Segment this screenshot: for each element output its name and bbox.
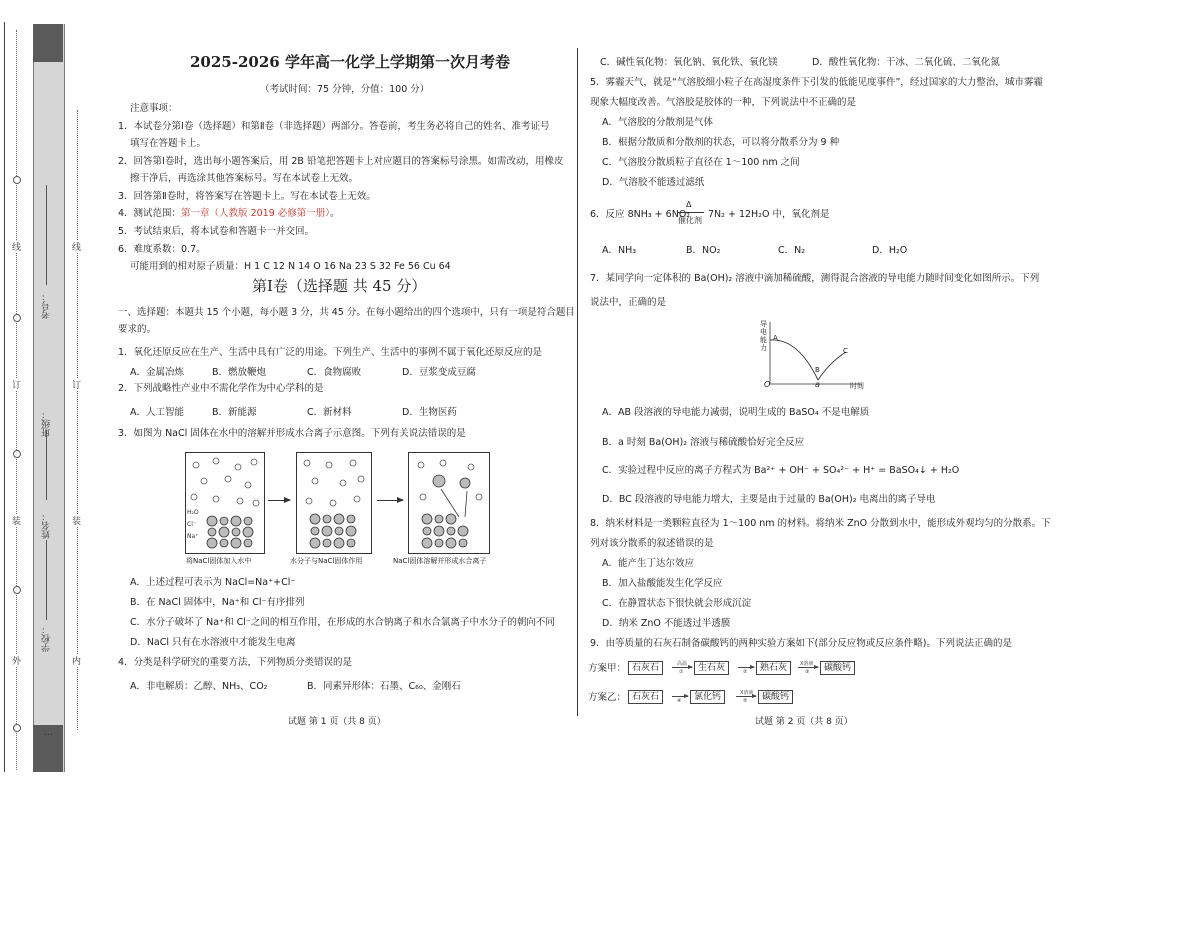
plan1-step-calcium-carbonate: 碳酸钙 [820,661,855,675]
figure-caption-2: 水分子与NaCl固体作用 [290,557,363,565]
graph-point-c: C [843,347,848,355]
page-footer-1: 试题 第 1 页（共 8 页） [288,717,386,727]
plan1-cond-x: X溶液 [800,661,814,667]
plan1-step-limestone: 石灰石 [628,661,663,675]
q3-option-b[interactable]: B．在 NaCl 固体中，Na⁺和 Cl⁻有序排列 [130,597,305,608]
strip-label-wai: 外 [12,654,21,667]
plan1-step-quicklime: 生石灰 [694,661,729,675]
q4-option-a[interactable]: A．非电解质：乙醇、NH₃、CO₂ [130,681,268,692]
q6-condition-heat: Δ [686,200,692,209]
figure-caption-3: NaCl固体溶解并形成水合离子 [393,557,487,565]
q5-option-c[interactable]: C．气溶胶分散质粒子直径在 1～100 nm 之间 [602,157,800,168]
notice-item: 6．难度系数：0.7。 [118,244,206,255]
graph-point-b: B [815,366,820,374]
q6-option-c[interactable]: C．N₂ [778,245,806,256]
school-label: 学校： [42,625,52,652]
column-divider [577,48,578,716]
plan1-arrow-1 [672,667,692,668]
cl-ion-label: Cl⁻ [187,521,197,528]
q3-option-c[interactable]: C．水分子破坏了 Na⁺和 Cl⁻之间的相互作用，在形成的水合钠离子和水合氯离子中水分子的朝向不同 [130,617,555,628]
q8-option-c[interactable]: C．在静置状态下很快就会形成沉淀 [602,598,752,609]
nacl-panel-3 [408,452,490,554]
q2-stem: 2．下列战略性产业中不需化学作为中心学科的是 [118,383,324,394]
plan1-cond-2: ② [743,669,748,675]
figure-caption-1: 将NaCl固体加入水中 [186,557,252,565]
nacl-panel-3-drawing [409,453,489,553]
plan1-arrow-3 [798,667,818,668]
exam-number-blank[interactable] [46,185,47,285]
q8-option-a[interactable]: A．能产生丁达尔效应 [602,558,694,569]
plan1-step-slakedlime: 熟石灰 [756,661,791,675]
punch-hole [13,314,21,322]
graph-x-label: 时间 [850,382,864,390]
q5-option-d[interactable]: D．气溶胶不能透过滤纸 [602,177,705,188]
plan2-arrow-1 [672,696,688,697]
plan2-step-calcium-carbonate: 碳酸钙 [758,690,793,704]
exam-title: 2025-2026 学年高一化学上学期第一次月考卷 [190,53,510,71]
strip-label-ding-inner: 订 [72,378,81,391]
plan2-cond-x: X溶液 [740,690,754,696]
class-label: 班级： [42,410,52,437]
punch-hole [13,724,21,732]
strip-label-zhuang: 装 [12,514,21,527]
graph-origin: O [764,380,771,389]
plan2-label: 方案乙： [588,692,627,703]
strip-ellipsis: … [44,728,53,738]
scope-label: 4．测试范围： [118,208,182,219]
binding-strip [33,24,65,772]
punch-hole [13,176,21,184]
atomic-masses: 可能用到的相对原子质量：H 1 C 12 N 14 O 16 Na 23 S 32 Fe 56 Cu 64 [130,261,451,272]
notice-item: 2．回答第Ⅰ卷时，选出每小题答案后，用 2B 铅笔把答题卡上对应题目的答案标号涂黑。如需改动，用橡皮 [118,156,564,167]
q1-option-b[interactable]: B．燃放鞭炮 [212,367,267,378]
notice-item: 1．本试卷分第Ⅰ卷（选择题）和第Ⅱ卷（非选择题）两部分。答卷前，考生务必将自己的姓名、准考证号 [118,121,550,132]
q8-option-b[interactable]: B．加入盐酸能发生化学反应 [602,578,723,589]
graph-time-a: a [815,380,820,389]
q7-option-c[interactable]: C．实验过程中反应的离子方程式为 Ba²⁺ + OH⁻ + SO₄²⁻ + H⁺ = BaSO₄↓ + H₂O [602,465,960,476]
q2-option-b[interactable]: B．新能源 [212,407,257,418]
inner-cut-line [77,110,78,730]
q6-reaction-arrow [678,212,704,213]
scope-end: 。 [330,208,340,219]
q1-option-c[interactable]: C．食物腐败 [307,367,362,378]
scope-value: 第一章（人教版 2019 必修第一册） [181,208,331,219]
exam-subtitle: （考试时间：75 分钟，分值：100 分） [260,84,430,95]
q4-option-b[interactable]: B．同素异形体：石墨、C₆₀、金刚石 [307,681,461,692]
q8-stem: 8．纳米材料是一类颗粒直径为 1～100 nm 的材料。将纳米 ZnO 分散到水中，能形成外观均匀的分散系。下 [590,518,1051,529]
process-arrow [268,500,290,501]
plan2-step-calcium-chloride: 氯化钙 [690,690,725,704]
q6-option-d[interactable]: D．H₂O [872,245,908,256]
nacl-panel-2 [296,452,372,554]
exam-number-label: 考号： [42,292,52,319]
notice-item: 擦干净后，再选涂其他答案标号。写在本试卷上无效。 [130,173,359,184]
page-footer-2: 试题 第 2 页（共 8 页） [755,717,853,727]
q6-stem-pre: 6．反应 8NH₃ + 6NO₂ [590,209,691,220]
q7-option-a[interactable]: A．AB 段溶液的导电能力减弱，说明生成的 BaSO₄ 不是电解质 [602,407,870,418]
q7-option-d[interactable]: D．BC 段溶液的导电能力增大，主要是由于过量的 Ba(OH)₂ 电离出的离子导电 [602,494,936,505]
q6-option-b[interactable]: B．NO₂ [686,245,721,256]
strip-label-xian-inner: 线 [72,240,81,253]
notice-item [118,207,340,220]
graph-y-label: 导电能力 [760,320,767,352]
name-label: 姓名： [42,512,52,539]
section1-intro: 一、选择题：本题共 15 个小题，每小题 3 分，共 45 分。在每小题给出的四个选项中，只有一项是符合题目 [118,307,575,318]
strip-label-zhuang-inner: 装 [72,514,81,527]
nacl-panel-2-drawing [297,453,371,553]
q7-stem: 说法中，正确的是 [590,297,667,308]
q5-stem: 现象大幅度改善。气溶胶是胶体的一种，下列说法中不正确的是 [590,97,857,108]
section1-heading: 第Ⅰ卷（选择题 共 45 分） [252,277,427,295]
notice-item: 5．考试结束后，将本试卷和答题卡一并交回。 [118,226,315,237]
strip-label-ding: 订 [12,378,21,391]
binding-strip-top-block [33,24,63,62]
strip-label-nei: 内 [72,654,81,667]
plan1-label: 方案甲： [588,663,627,674]
q1-option-a[interactable]: A．金属冶炼 [130,367,184,378]
q2-option-a[interactable]: A．人工智能 [130,407,184,418]
process-arrow [377,500,403,501]
notice-item: 3．回答第Ⅱ卷时，将答案写在答题卡上。写在本试卷上无效。 [118,191,376,202]
name-blank[interactable] [46,540,47,620]
q2-option-c[interactable]: C．新材料 [307,407,352,418]
plan1-cond-3: ③ [805,669,810,675]
q9-stem: 9．由等质量的石灰石制备碳酸钙的两种实验方案如下(部分反应物或反应条件略)。下列说法正确的是 [590,638,1012,649]
q4-option-d[interactable]: D．酸性氧化物：干冰、二氧化硫、二氧化氮 [812,57,1000,68]
plan1-cond-1: ① [679,669,684,675]
q8-option-d[interactable]: D．纳米 ZnO 不能透过半透膜 [602,618,731,629]
plan1-cond-heat: 高温 [677,661,688,667]
q6-option-a[interactable]: A．NH₃ [602,245,637,256]
plan2-cond-4: ④ [677,698,682,704]
plan2-arrow-2 [736,696,756,697]
q7-stem: 7．某同学向一定体积的 Ba(OH)₂ 溶液中滴加稀硫酸，测得混合溶液的导电能力随时间变化如图所示。下列 [590,273,1040,284]
punch-hole [13,450,21,458]
q5-option-a[interactable]: A．气溶胶的分散剂是气体 [602,117,713,128]
plan2-cond-5: ⑤ [743,698,748,704]
notice-item: 填写在答题卡上。 [130,138,207,149]
q1-stem: 1．氧化还原反应在生产、生活中具有广泛的用途。下列生产、生活中的事例不属于氧化还原反应的是 [118,347,543,358]
graph-curve-ab [770,340,818,380]
q3-option-d[interactable]: D．NaCl 只有在水溶液中才能发生电离 [130,637,296,648]
q5-option-b[interactable]: B．根据分散质和分散剂的状态，可以将分散系分为 9 种 [602,137,840,148]
strip-label-xian: 线 [12,240,21,253]
plan2-step-limestone: 石灰石 [628,690,663,704]
q2-option-d[interactable]: D．生物医药 [402,407,457,418]
class-blank[interactable] [46,430,47,500]
q4-stem: 4．分类是科学研究的重要方法，下列物质分类错误的是 [118,657,353,668]
na-ion-label: Na⁺ [187,533,199,540]
q7-option-b[interactable]: B．a 时刻 Ba(OH)₂ 溶液与稀硫酸恰好完全反应 [602,437,805,448]
q3-option-a[interactable]: A．上述过程可表示为 NaCl=Na⁺+Cl⁻ [130,577,296,588]
q1-option-d[interactable]: D．豆浆变成豆腐 [402,367,476,378]
q3-stem: 3．如图为 NaCl 固体在水中的溶解并形成水合离子示意图。下列有关说法错误的是 [118,428,466,439]
punch-hole [13,586,21,594]
q4-option-c[interactable]: C．碱性氧化物：氧化钠、氧化铁、氧化镁 [600,57,778,68]
plan1-arrow-2 [738,667,754,668]
notice-heading: 注意事项： [130,103,178,114]
section1-intro: 要求的。 [118,324,157,335]
graph-point-a: A [773,334,778,342]
q6-condition-catalyst: 催化剂 [678,216,702,225]
q6-stem-post: 7N₂ + 12H₂O 中，氧化剂是 [708,209,830,220]
q8-stem: 列对该分散系的叙述错误的是 [590,538,714,549]
q5-stem: 5．雾霾天气，就是“气溶胶细小粒子在高湿度条件下引发的低能见度事件”，经过国家的大力整治，城市雾霾 [590,77,1043,88]
h2o-label: H₂O [187,509,199,516]
graph-curve-bc [818,352,846,380]
